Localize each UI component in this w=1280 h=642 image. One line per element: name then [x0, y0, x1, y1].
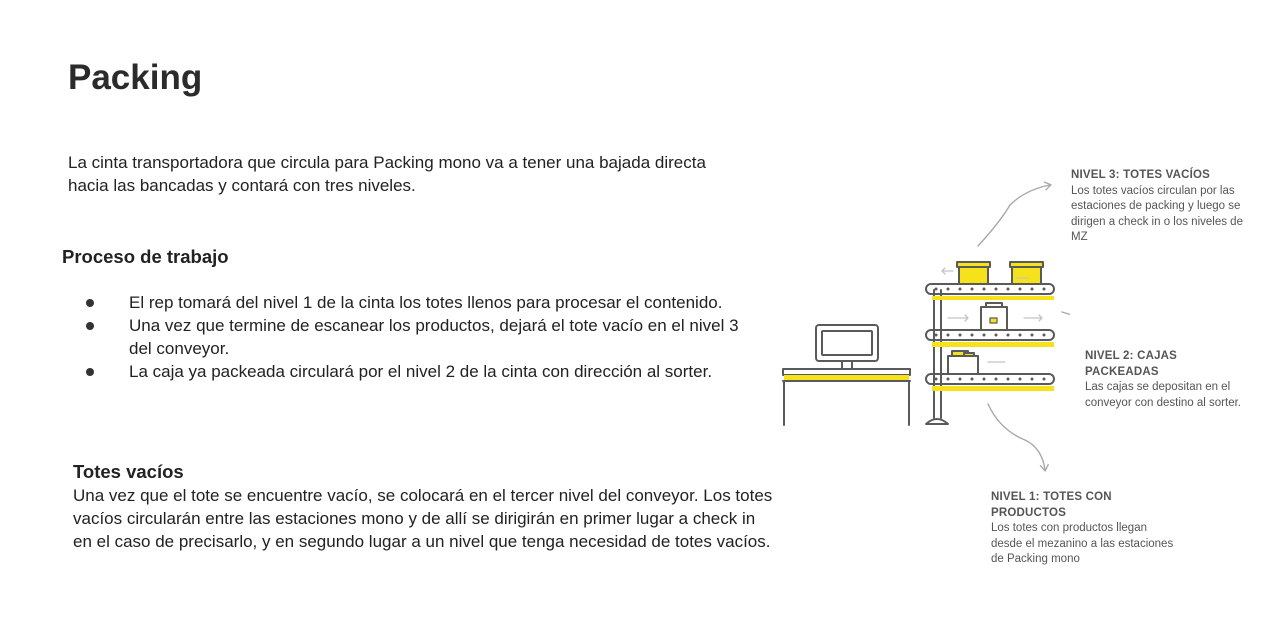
tote-icon: [1010, 262, 1043, 284]
monitor-icon: [816, 325, 878, 369]
callout-level-2: [1085, 349, 1255, 411]
conveyor-level-1: [926, 374, 1054, 391]
tote-icon: [957, 262, 990, 284]
arrow-to-level1-callout: [988, 404, 1045, 470]
list-item: La caja ya packeada circulará por el nivel 2 de la cinta con dirección al sorter.: [86, 360, 746, 383]
callout-title: NIVEL 2: CAJAS PACKEADAS: [1085, 350, 1178, 378]
page-title: Packing: [68, 58, 203, 97]
desk: [783, 369, 910, 425]
callout-text: Los totes vacíos circulan por las estaciones de packing y luego se dirigen a check in o los niveles de MZ: [1071, 184, 1243, 243]
arrow-to-level2-callout: [1062, 312, 1070, 333]
empty-totes-heading: Totes vacíos: [73, 461, 184, 482]
callout-level-3: [1071, 168, 1251, 246]
roller-dots: [935, 288, 1046, 381]
conveyor-level-2: [926, 330, 1054, 347]
tote-with-products-icon: [948, 351, 978, 374]
conveyor-illustration: [770, 160, 1070, 480]
process-list: [86, 291, 746, 383]
box-icon: [981, 303, 1007, 330]
callout-text: Los totes con productos llegan desde el mezanino a las estaciones de Packing mono: [991, 522, 1174, 565]
conveyor-frame: [926, 290, 948, 424]
process-heading: Proceso de trabajo: [62, 246, 229, 267]
desk-accent: [784, 375, 909, 380]
callout-title: NIVEL 3: TOTES VACÍOS: [1071, 169, 1211, 181]
intro-paragraph: La cinta transportadora que circula para Packing mono va a tener una bajada directa hacia las bancadas y contará con tres niveles.: [68, 153, 706, 195]
callout-title: NIVEL 1: TOTES CON PRODUCTOS: [991, 491, 1112, 519]
callout-level-1: [991, 490, 1191, 568]
callout-text: Las cajas se depositan en el conveyor con destino al sorter.: [1085, 381, 1241, 409]
empty-totes-paragraph: Una vez que el tote se encuentre vacío, se colocará en el tercer nivel del conveyor. Los totes vacíos circularán entre las estaciones mono y de allí se dirigirán en primer lugar a check in en el caso de precisarlo, y en segundo lugar a un nivel que tenga necesidad de totes vacíos.: [73, 486, 773, 551]
arrow-to-level3-callout: [978, 185, 1050, 246]
list-item: El rep tomará del nivel 1 de la cinta los totes llenos para procesar el contenido.: [86, 291, 746, 314]
conveyor-level-3: [926, 284, 1054, 300]
list-item: Una vez que termine de escanear los productos, dejará el tote vacío en el nivel 3 del conveyor.: [86, 314, 746, 360]
